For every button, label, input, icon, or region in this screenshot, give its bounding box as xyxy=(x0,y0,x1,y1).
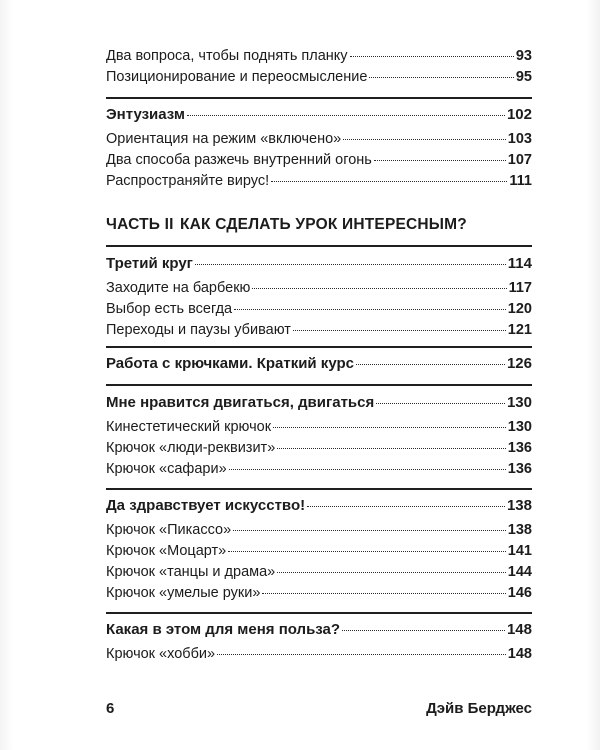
leader-dots xyxy=(369,77,513,78)
toc-entry-page: 103 xyxy=(507,131,532,147)
leader-dots xyxy=(273,427,506,428)
toc-entry-title: Распространяйте вирус! xyxy=(106,173,270,189)
toc-entry-title: Позиционирование и переосмысление xyxy=(106,69,368,85)
leader-dots xyxy=(252,288,506,289)
leader-dots xyxy=(342,630,505,631)
footer-author: Дэйв Берджес xyxy=(426,700,532,717)
toc-entry-page: 144 xyxy=(507,564,532,580)
toc-heading-page: 138 xyxy=(506,497,532,514)
toc-entry xyxy=(106,279,532,297)
toc-entry-page: 107 xyxy=(507,152,532,168)
leader-dots xyxy=(343,139,506,140)
toc-heading-page: 114 xyxy=(507,255,532,272)
toc-entry-title: Два способа разжечь внутренний огонь xyxy=(106,152,372,168)
toc-heading xyxy=(106,255,532,273)
toc-entry-page: 148 xyxy=(507,646,532,662)
toc-entry-page: 141 xyxy=(507,543,532,559)
toc-entry-title: Крючок «люди-реквизит» xyxy=(106,440,276,456)
toc-entry-title: Крючок «Моцарт» xyxy=(106,543,227,559)
toc-heading xyxy=(106,355,532,373)
toc-entry-title: Ориентация на режим «включено» xyxy=(106,131,342,147)
toc-heading-title: Да здравствует искусство! xyxy=(106,497,306,514)
toc-entry-title: Выбор есть всегда xyxy=(106,301,233,317)
toc-entry xyxy=(106,47,532,65)
toc-entry-page: 117 xyxy=(508,280,532,296)
leader-dots xyxy=(307,506,505,507)
toc-entry-page: 120 xyxy=(507,301,532,317)
section-divider xyxy=(106,97,532,99)
leader-dots xyxy=(229,469,506,470)
toc-entry-page: 136 xyxy=(507,440,532,456)
toc-entry-title: Два вопроса, чтобы поднять планку xyxy=(106,48,348,64)
toc-entry xyxy=(106,172,532,190)
toc-heading xyxy=(106,106,532,124)
toc-entry-title: Заходите на барбекю xyxy=(106,280,251,296)
toc-entry xyxy=(106,130,532,148)
leader-dots xyxy=(195,264,506,265)
toc-heading-page: 130 xyxy=(506,394,532,411)
leader-dots xyxy=(228,551,506,552)
toc-entry xyxy=(106,439,532,457)
leader-dots xyxy=(262,593,505,594)
leader-dots xyxy=(277,448,506,449)
toc-entry xyxy=(106,321,532,339)
toc-entry-page: 138 xyxy=(507,522,532,538)
leader-dots xyxy=(350,56,514,57)
leader-dots xyxy=(277,572,506,573)
leader-dots xyxy=(374,160,506,161)
toc-entry xyxy=(106,68,532,86)
toc-heading xyxy=(106,394,532,412)
section-divider xyxy=(106,346,532,348)
toc-entry-title: Крючок «сафари» xyxy=(106,461,227,477)
leader-dots xyxy=(293,330,506,331)
leader-dots xyxy=(376,403,505,404)
toc-entry-title: Крючок «умелые руки» xyxy=(106,585,261,601)
leader-dots xyxy=(233,530,506,531)
toc-entry xyxy=(106,542,532,560)
toc-heading-title: Работа с крючками. Краткий курс xyxy=(106,355,354,372)
leader-dots xyxy=(217,654,506,655)
toc-entry xyxy=(106,584,532,602)
toc-entry-title: Крючок «Пикассо» xyxy=(106,522,232,538)
footer-page-number: 6 xyxy=(106,700,115,717)
section-divider xyxy=(106,488,532,490)
toc-entry xyxy=(106,460,532,478)
toc-heading-title: Энтузиазм xyxy=(106,106,185,123)
toc-entry xyxy=(106,645,532,663)
toc-entry xyxy=(106,563,532,581)
toc-entry-page: 130 xyxy=(507,419,532,435)
toc-heading-page: 126 xyxy=(506,355,532,372)
toc-heading xyxy=(106,497,532,515)
toc-entry-page: 136 xyxy=(507,461,532,477)
toc-heading-title: Мне нравится двигаться, двигаться xyxy=(106,394,375,411)
toc-entry-title: Переходы и паузы убивают xyxy=(106,322,291,338)
toc-heading-page: 102 xyxy=(506,106,532,123)
part-number: ЧАСТЬ II xyxy=(106,216,174,233)
toc-entry-title: Крючок «хобби» xyxy=(106,646,216,662)
toc-entry-page: 95 xyxy=(515,69,532,85)
leader-dots xyxy=(234,309,506,310)
toc-heading xyxy=(106,621,532,639)
toc-entry-title: Кинестетический крючок xyxy=(106,419,272,435)
section-divider xyxy=(106,384,532,386)
toc-entry-page: 121 xyxy=(507,322,532,338)
toc-entry xyxy=(106,418,532,436)
leader-dots xyxy=(187,115,505,116)
leader-dots xyxy=(356,364,505,365)
toc-entry xyxy=(106,151,532,169)
section-divider xyxy=(106,612,532,614)
toc-entry-page: 111 xyxy=(509,173,532,189)
part-title: КАК СДЕЛАТЬ УРОК ИНТЕРЕСНЫМ? xyxy=(180,216,467,233)
toc-heading-title: Какая в этом для меня польза? xyxy=(106,621,341,638)
toc-heading-title: Третий круг xyxy=(106,255,193,272)
toc-entry-page: 146 xyxy=(507,585,532,601)
toc-entry xyxy=(106,300,532,318)
part-heading xyxy=(106,216,532,234)
toc-entry xyxy=(106,521,532,539)
toc-entry-page: 93 xyxy=(515,48,532,64)
leader-dots xyxy=(271,181,507,182)
toc-entry-title: Крючок «танцы и драма» xyxy=(106,564,276,580)
toc-heading-page: 148 xyxy=(506,621,532,638)
section-divider xyxy=(106,245,532,247)
